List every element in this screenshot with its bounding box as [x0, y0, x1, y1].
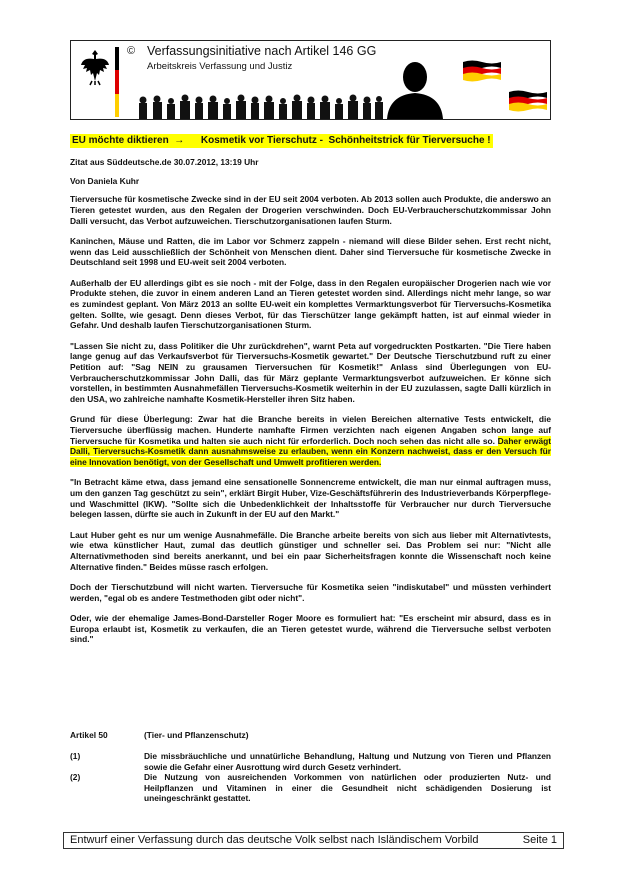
- author-line: Von Daniela Kuhr: [70, 175, 140, 186]
- item-text: Die Nutzung von ausreichenden Vorkommen von natürlichen oder produzierten Nutz- und Heilpflanzen und Vitaminen in einer die Gesundheit nicht schädigenden Dosierung ist uneingeschränkt gestattet.: [144, 772, 551, 803]
- paragraph: Kaninchen, Mäuse und Ratten, die im Labor vor Schmerz zappeln - niemand will diese Bilder sehen. Erst recht nicht, wenn das Leid ausschließlich der Schönheit von Menschen dient. Daher sind Tierversuche für kosmetische Zwecke in Deutschland seit 1998 und EU-weit seit 2004 verboten.: [70, 236, 551, 268]
- paragraph: Doch der Tierschutzbund will nicht warten. Tierversuche für Kosmetika seien "indiskutabel" und müssten verhindert werden, "egal ob es andere Testmethoden gibt oder nicht".: [70, 582, 551, 603]
- item-text: Die missbräuchliche und unnatürliche Behandlung, Haltung und Nutzung von Tieren und Pflanzen sowie die Gefahr einer Ausrottung wird durch Gesetz verhindert.: [144, 751, 551, 772]
- article-heading-row: [70, 730, 551, 742]
- paragraph: Tierversuche für kosmetische Zwecke sind in der EU seit 2004 verboten. Ab 2013 sollen auch Produkte, die anderswo an Tieren getestet wurden, aus den Regalen der Drogerien verschwinden. Doch EU-Verbraucherschutzkommissar John Dalli versucht, das Verbot aufzuweichen. Tierschutzorganisationen laufen Sturm.: [70, 194, 551, 226]
- article-title: (Tier- und Pflanzenschutz): [144, 730, 249, 740]
- article-item: [70, 772, 551, 806]
- headline: EU möchte diktieren → Kosmetik vor Tierschutz - Schönheitstrick für Tierversuche !: [72, 135, 491, 146]
- crowd-silhouette-icon: [135, 93, 385, 119]
- item-number: (1): [70, 751, 81, 761]
- item-number: (2): [70, 772, 81, 782]
- paragraph-text: Grund für diese Überlegung: Zwar hat die Branche bereits in vielen Bereichen alternative Tests entwickelt, die Tierversuche überflüssig machen. Hunderte namhafte Firmen verzichten nach eigenen Angaben schon lange auf Tierversuche für Kosmetika und halten sie auch nicht für erforderlich. Doch noch sehen das nicht alle so.: [70, 414, 551, 446]
- paragraph: "In Betracht käme etwa, dass jemand eine sensationelle Sonnencreme entwickelt, die man nur einmal auftragen muss, um den ganzen Tag geschützt zu sein", erklärt Birgit Huber, Vize-Geschäftsführerin des Industrieverbands Körperpflege- und Waschmittel (IKW). "Sollte sich die Unbedenklichkeit der Inhaltsstoffe für Verbraucher nur durch Tierversuche belegen lassen, dürfte sie auch in Zukunft in der EU auf den Markt.": [70, 477, 551, 520]
- article-label: Artikel 50: [70, 730, 108, 740]
- article-body: [70, 134, 551, 655]
- footer-text: Entwurf einer Verfassung durch das deutsche Volk selbst nach Isländischem Vorbild: [70, 834, 479, 846]
- paragraph: Oder, wie der ehemalige James-Bond-Darsteller Roger Moore es formuliert hat: "Es erscheint mir absurd, dass es in Europa erlaubt ist, Kosmetik zu verkaufen, die an Tieren getestet wurde, während die Tierversuche selbst verboten sind.": [70, 612, 551, 645]
- flag-strip-icon: [115, 47, 119, 117]
- paragraph: [70, 414, 551, 468]
- waving-german-flag-icon: [462, 59, 502, 83]
- paragraph: "Lassen Sie nicht zu, dass Politiker die Uhr zurückdrehen", warnt Peta auf vorgedruckten Postkarten. "Die Tiere haben lange genug auf das Verkaufsverbot für Tierversuchs-Kosmetik gewartet." Der Deutsche Tierschutzbund ruft zu einer Petition auf: "Sag NEIN zu grausamen Tierversuchen für Kosmetik!" Anlass sind Überlegungen von EU-Verbraucherschutzkommissar John Dalli, das für März geplante Vermarktungsverbot aufzuweichen. Er könne sich vorstellen, in bestimmten Ausnahmefällen Tierversuchs-Kosmetik weiterhin in der EU zuzulassen, sagte Dalli kürzlich in den USA, wo zahlreiche namhafte Kosmetik-Hersteller ihren Sitz haben.: [70, 340, 551, 405]
- waving-german-flag-icon: [508, 89, 548, 113]
- paragraph: Außerhalb der EU allerdings gibt es sie noch - mit der Folge, dass in den Regalen europäischer Drogerien nach wie vor Produkte stehen, die zuvor in einem anderen Land an Tieren getestet worden sind. Allerdings nicht mehr lange, so war es zumindest geplant. Von März 2013 an sollte EU-weit ein komplettes Vermarktungsverbot für Tierversuchs-Kosmetika gelten. Sollte, wie gesagt. Denn dieses Verbot, für das Tierschützer lange gekämpft hatten, ist auf einmal wieder in Gefahr. Und deshalb laufen Tierschutzorganisationen Sturm.: [70, 277, 551, 331]
- letterhead-title: Verfassungsinitiative nach Artikel 146 GG: [147, 44, 377, 58]
- page-number: Seite 1: [522, 834, 557, 846]
- source-line: Zitat aus Süddeutsche.de 30.07.2012, 13:19 Uhr: [70, 157, 259, 167]
- copyright-mark: ©: [127, 45, 136, 57]
- article-item: [70, 751, 551, 773]
- person-silhouette-icon: [385, 57, 445, 119]
- highlighted-text: Daher erwägt Dalli, Tierversuchs-Kosmetik dann ausnahmsweise zu erlauben, wenn ein Konzern nachweist, dass er den Versuch für eine Innovation benötigt, von der Gesellschaft und Umwelt profitieren werden.: [70, 435, 552, 468]
- paragraph: Laut Huber geht es nur um wenige Ausnahmefälle. Die Branche arbeite bereits von sich aus lieber mit Alternativtests, wie etwa künstlicher Haut, zumal das deutlich günstiger und schneller sei. Das Problem sei nur: "Nicht alle Alternativmethoden sind bereits anerkannt, und bei ein paar Sicherheitsfragen konnte die Wissenschaft noch keine Alternative finden." Beides müsse rasch erfolgen.: [70, 529, 551, 572]
- page-footer: [63, 832, 564, 849]
- letterhead-subtitle: Arbeitskreis Verfassung und Justiz: [147, 61, 293, 72]
- federal-eagle-icon: [79, 47, 111, 87]
- letterhead: [70, 40, 551, 120]
